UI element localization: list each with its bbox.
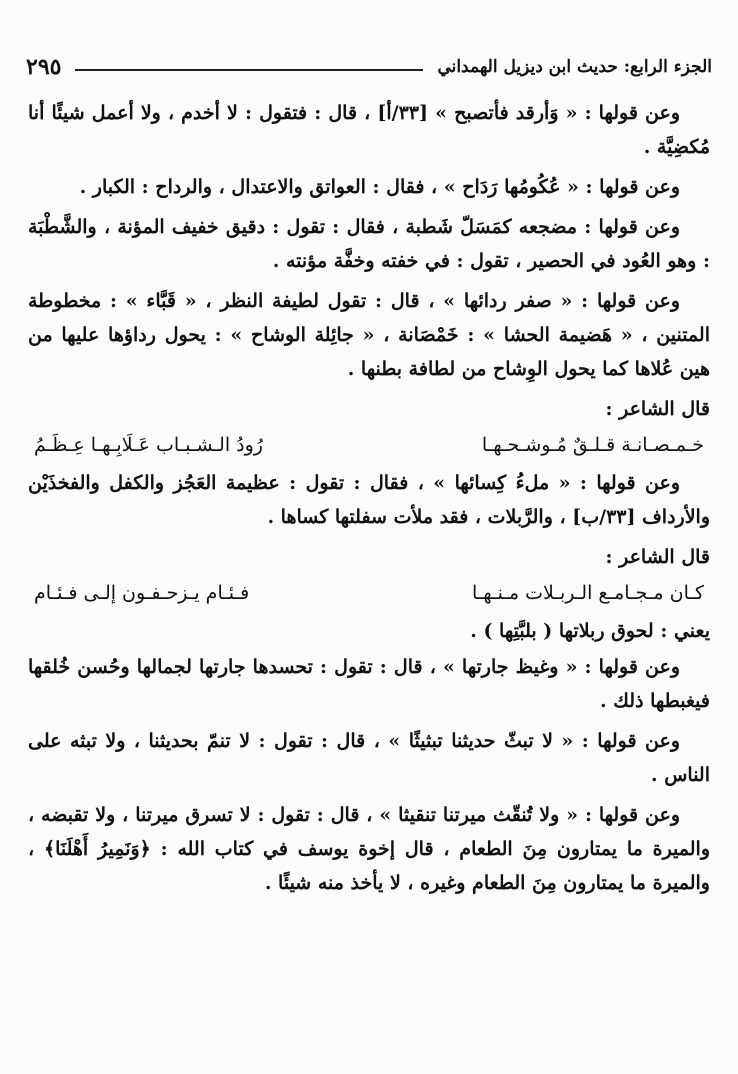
header-rule	[75, 69, 423, 71]
poet-label: قال الشاعر :	[605, 398, 710, 420]
poetry-verse	[28, 428, 710, 462]
verse-first-hemistich: كـان مـجـامـع الـربـلات مـنـهـا	[471, 582, 704, 604]
paragraph: وعن قولها : مضجعه كمَسَلّ شَطبة ، فقال : تقول : دقيق خفيف المؤنة ، والشَّطْبَة : وهو العُود في الحصير ، تقول : في خفته وخفَّة مؤنته .	[28, 216, 710, 272]
paragraph: وعن قولها : « ملءُ كِسائها » ، فقال : تقول : عظيمة العَجُز والكفل والفخذَيْن والأرداف [٣٣/ب] ، والرَّبلات ، فقد ملأت سفلتها كساها .	[28, 472, 710, 528]
verse-second-hemistich: رُودُ الـشـبـاب عَـلَابِـهـا عِـظَـمُ	[34, 434, 263, 456]
paragraph: وعن قولها : « لا تبثّ حديثنا تبثيثًا » ، قال : تقول : لا تنمّ بحديثنا ، ولا تبثه على الناس .	[28, 730, 710, 786]
verse-note: يعني : لحوق ربلاتها ( بلبَّتِها ) .	[470, 620, 710, 642]
paragraph: وعن قولها : « وغيظ جارتها » ، قال : تقول : تحسدها جارتها لجمالها وحُسن خُلقها فيغبطها ذلك .	[28, 656, 710, 712]
running-title: الجزء الرابع: حديث ابن ديزيل الهمداني	[437, 57, 712, 77]
page-body	[28, 96, 710, 1054]
paragraph-text: وعن قولها : « ولا تُنقّث ميرتنا تنقيثا » ، قال : تقول : لا تسرق ميرتنا ، ولا تقبضه ، والميرة ما يمتارون مِنَ الطعام ، قال إخوة يوسف في كتاب الله :	[28, 804, 711, 860]
poetry-verse	[28, 576, 710, 610]
paragraph: وعن قولها : « وَأرقد فأتصبح » [٣٣/أ] ، قال : فتقول : لا أخدم ، ولا أعمل شيئًا أنا مُكضِيَّة .	[28, 102, 710, 158]
paragraph-text: ، والميرة ما يمتارون مِنَ الطعام وغيره ، لا يأخذ منه شيئًا .	[28, 838, 710, 894]
paragraph	[28, 798, 710, 900]
poet-label: قال الشاعر :	[605, 546, 710, 568]
quran-quote: ﴿وَنَمِيرُ أَهْلَنَا﴾	[43, 838, 151, 860]
page-number: ٢٩٥	[26, 54, 62, 80]
paragraph: وعن قولها : « عُكُومُها رَدَاح » ، فقال : العواتق والاعتدال ، والرداح : الكبار .	[79, 176, 680, 198]
page-header	[26, 50, 712, 84]
verse-second-hemistich: فـئـام يـزحـفـون إلـى فـئـام	[34, 582, 250, 604]
paragraph: وعن قولها : « صفر ردائها » ، قال : تقول لطيفة النظر ، « قَبَّاء » : مخطوطة المتنين ، « هَضيمة الحشا » : خَمْصَانة ، « جائِلة الوشاح » : يحول رداؤها عليها من هين عُلاها كما يحول الوِشاح من لطافة بطنها .	[28, 290, 710, 380]
verse-first-hemistich: خـمـصـانـة قـلـقٌ مُـوشـحـهـا	[481, 434, 704, 456]
